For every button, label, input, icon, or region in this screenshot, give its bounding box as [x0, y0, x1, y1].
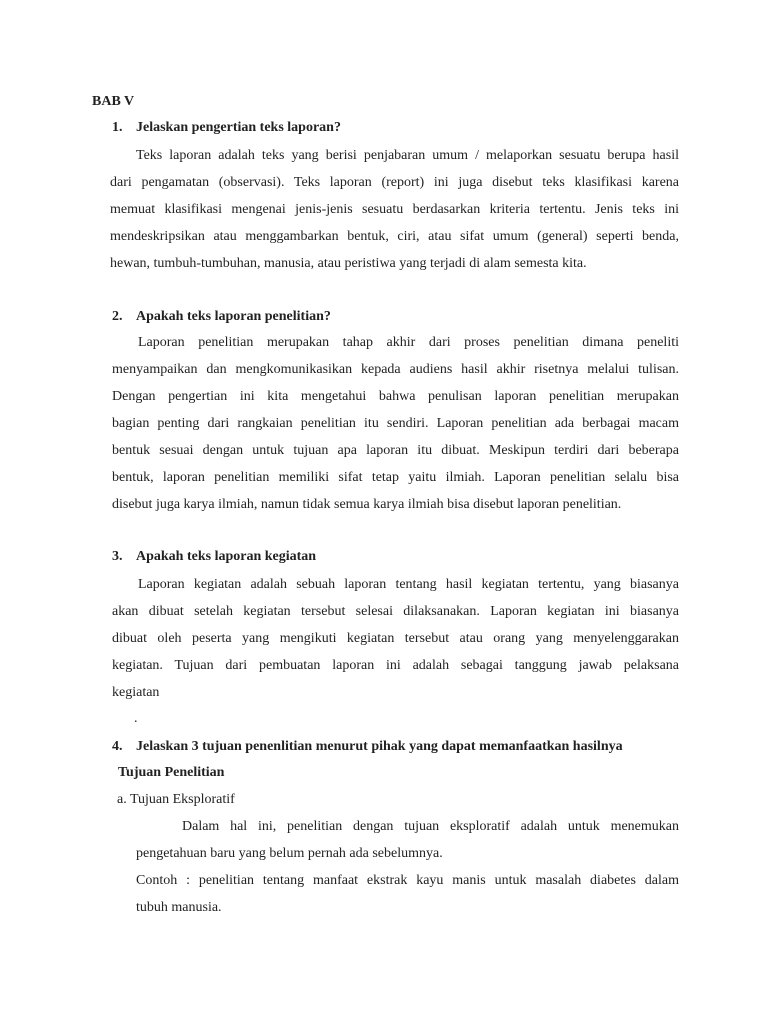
section-2-question: Apakah teks laporan penelitian?	[136, 309, 331, 324]
section-4-subheading: Tujuan Penelitian	[118, 765, 225, 780]
section-2-line-2: menyampaikan dan mengkomunikasikan kepada audiens hasil akhir risetnya melalui tulisan.	[112, 362, 679, 377]
section-2-line-5: bentuk sesuai dengan untuk tujuan apa laporan itu dibuat. Meskipun terdiri dari beberapa	[112, 443, 679, 458]
section-3-line-4: kegiatan. Tujuan dari pembuatan laporan ini adalah sebagai tanggung jawab pelaksana	[112, 658, 679, 673]
section-1-line-1: Teks laporan adalah teks yang berisi penjabaran umum / melaporkan sesuatu berupa hasil	[136, 148, 679, 163]
section-1-line-4: mendeskripsikan atau menggambarkan bentuk, ciri, atau sifat umum (general) seperti benda,	[110, 229, 679, 244]
section-1-line-3: memuat klasifikasi mengenai jenis-jenis sesuatu berdasarkan kriteria tertentu. Jenis teks ini	[110, 202, 679, 217]
section-4-line-1: Dalam hal ini, penelitian dengan tujuan eksploratif adalah untuk menemukan	[182, 819, 679, 834]
section-1-question: Jelaskan pengertian teks laporan?	[136, 120, 341, 135]
section-1-number: 1.	[112, 120, 123, 135]
section-4-line-2: pengetahuan baru yang belum pernah ada sebelumnya.	[136, 846, 443, 861]
section-4-line-4: tubuh manusia.	[136, 900, 222, 915]
section-2-line-4: bagian penting dari rangkaian penelitian itu sendiri. Laporan penelitian ada berbagai macam	[112, 416, 679, 431]
section-3-line-1: Laporan kegiatan adalah sebuah laporan tentang hasil kegiatan tertentu, yang biasanya	[138, 577, 679, 592]
section-4-number: 4.	[112, 739, 123, 754]
section-3-line-2: akan dibuat setelah kegiatan tersebut selesai dilaksanakan. Laporan kegiatan ini biasanya	[112, 604, 679, 619]
section-2-line-6: bentuk, laporan penelitian memiliki sifat tetap yaitu ilmiah. Laporan penelitian selalu bisa	[112, 470, 679, 485]
section-2-line-1: Laporan penelitian merupakan tahap akhir dari proses penelitian dimana peneliti	[138, 335, 679, 350]
section-4-line-3: Contoh : penelitian tentang manfaat ekstrak kayu manis untuk masalah diabetes dalam	[136, 873, 679, 888]
section-1-line-5: hewan, tumbuh-tumbuhan, manusia, atau peristiwa yang terjadi di alam semesta kita.	[110, 256, 587, 271]
section-2-number: 2.	[112, 309, 123, 324]
section-4-question: Jelaskan 3 tujuan penenlitian menurut pihak yang dapat memanfaatkan hasilnya	[136, 739, 623, 754]
section-3-stray-period: .	[134, 711, 138, 726]
section-4-item-label: a. Tujuan Eksploratif	[117, 792, 235, 807]
section-3-number: 3.	[112, 549, 123, 564]
chapter-title: BAB V	[92, 94, 135, 109]
section-1-line-2: dari pengamatan (observasi). Teks laporan (report) ini juga disebut teks klasifikasi karena	[110, 175, 679, 190]
section-2-line-3: Dengan pengertian ini kita mengetahui bahwa penulisan laporan penelitian merupakan	[112, 389, 679, 404]
section-3-question: Apakah teks laporan kegiatan	[136, 549, 317, 564]
section-3-line-3: dibuat oleh peserta yang mengikuti kegiatan tersebut atau orang yang menyelenggarakan	[112, 631, 679, 646]
section-2-line-7: disebut juga karya ilmiah, namun tidak semua karya ilmiah bisa disebut laporan penelitian.	[112, 497, 622, 512]
section-3-line-5: kegiatan	[112, 685, 160, 700]
